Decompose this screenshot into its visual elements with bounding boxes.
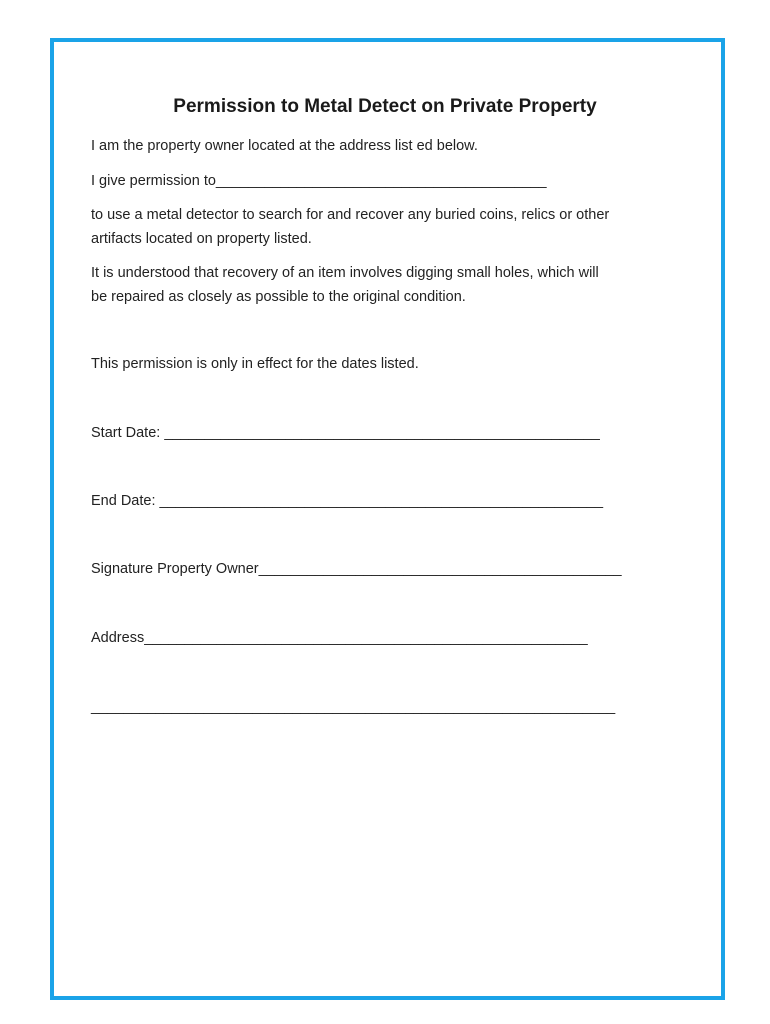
address-field: Address_______________________________________________________ bbox=[91, 630, 588, 646]
owner-statement: I am the property owner located at the address list ed below. bbox=[91, 138, 478, 154]
dates-statement: This permission is only in effect for the dates listed. bbox=[91, 356, 419, 372]
signature-field: Signature Property Owner_____________________________________________ bbox=[91, 561, 622, 577]
start-date-field: Start Date: ______________________________________________________ bbox=[91, 425, 600, 441]
understood-line-2: be repaired as closely as possible to the original condition. bbox=[91, 289, 466, 305]
document-title: Permission to Metal Detect on Private Property bbox=[173, 96, 597, 117]
end-date-field: End Date: _______________________________________________________ bbox=[91, 493, 604, 509]
metal-detector-line-2: artifacts located on property listed. bbox=[91, 231, 312, 247]
understood-paragraph bbox=[91, 261, 691, 309]
metal-detector-line-1: to use a metal detector to search for and recover any buried coins, relics or other bbox=[91, 207, 610, 223]
understood-line-1: It is understood that recovery of an item involves digging small holes, which will bbox=[91, 265, 599, 281]
metal-detector-paragraph bbox=[91, 203, 691, 251]
address-line-2: _________________________________________________________________ bbox=[91, 699, 616, 715]
give-permission-field: I give permission to_________________________________________ bbox=[91, 173, 547, 189]
